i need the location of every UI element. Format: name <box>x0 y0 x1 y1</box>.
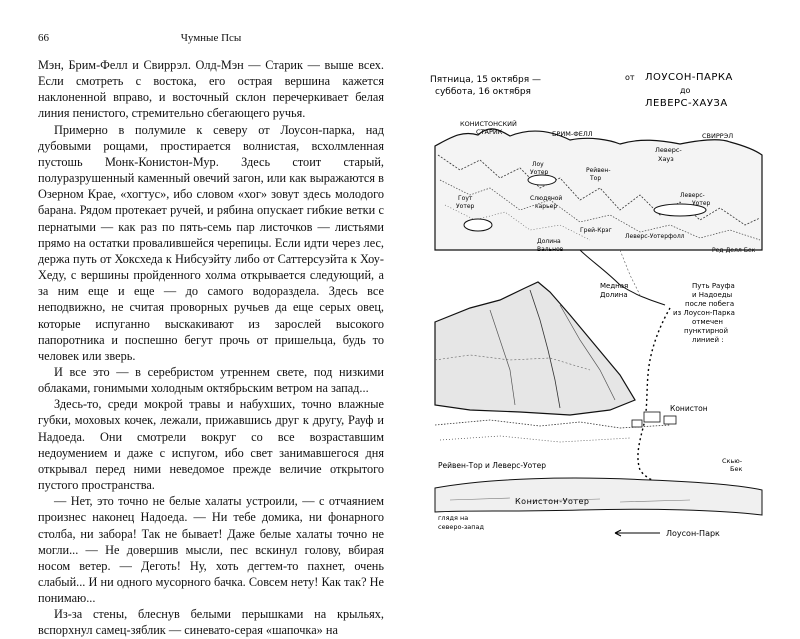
label-copper-1: Медная <box>600 282 629 290</box>
map-route-title-2: ЛЕВЕРС-ХАУЗА <box>645 98 728 109</box>
paragraph: — Нет, это точно не белые халаты устроили, — с отчаянием произнес наконец Надоеда. — Ни тебе домика, ни фонарного столба, ни забора! Так не бывает! Даже белые халаты точно не могли... — Не довершив мысли, пес вскинул голову, вбирая носом ветер. — Деготь! Ну, хоть дегтем-то пахнет, очень слабый... И ни одного мусорного бачка. Совсем нету! Как так? Не понимаю... <box>38 494 384 606</box>
label-levers-house-2: Хауз <box>658 155 674 163</box>
map-date-line-2: суббота, 16 октября <box>435 87 531 97</box>
paragraph: И все это — в серебристом утреннем свете, под низкими облаками, гонимыми холодным октябрьским ветром на запад... <box>38 364 384 396</box>
body-text <box>38 57 384 639</box>
label-low-water-1: Лоу <box>532 161 544 168</box>
label-view-1: глядя на <box>438 514 469 522</box>
lower-mountain <box>435 282 670 442</box>
route-note-6: пунктирной <box>684 327 729 335</box>
label-old-man-2: СТАРИК <box>476 128 503 136</box>
mountain-panorama <box>435 129 762 305</box>
label-raven-tor-levers: Рейвен-Тор и Леверс-Уотер <box>438 461 547 470</box>
label-view-2: северо-запад <box>438 523 485 531</box>
label-raven-tor-2: Тор <box>590 175 602 182</box>
running-title: Чумные Псы <box>180 32 242 44</box>
label-swirral: СВИРРЭЛ <box>702 132 734 140</box>
right-page <box>410 0 800 600</box>
label-low-water-2: Уотер <box>530 169 549 176</box>
label-old-man-1: КОНИСТОНСКИЙ <box>460 120 517 128</box>
paragraph: Из-за стены, блеснув белыми перышками на крыльях, вспорхнул самец-зяблик — синевато-серая «шапочка» на <box>38 607 384 638</box>
label-goat-water-2: Уотер <box>456 203 475 210</box>
label-raven-tor-1: Рейвен- <box>586 167 611 174</box>
paragraph: Мэн, Брим-Фелл и Свиррэл. Олд-Мэн — Старик — выше всех. Если смотреть с востока, его острая вершина кажется наклоненной вправо, и восточный склон перечеркивает белая линия пенистого, стремительно сбегающего ручья. <box>38 58 384 121</box>
label-lawson-park: Лоусон-Парк <box>666 529 720 538</box>
hand-drawn-map <box>430 60 768 548</box>
label-valley-2: Вальнов <box>537 246 564 253</box>
paragraph: Примерно в полумиле к северу от Лоусон-парка, над дубовыми рощами, простирается волнистая, всхолмленная пустошь Монк-Конистон-Мур. Здесь стоит старый, полуразрушенный каменный овечий загон, или как выражаются в Озерном Крае, «хогтус», ибо словом «хог» зовут здесь молодого барана. Рядом протекает ручей, и рябина опускает гибкие ветки с пернатыми — как раз по пять-семь пар листочков — листьями прямо на остатки провалившейся черепицы. Если идти через лес, держа путь от Хоксхеда к Нибсуэйту либо от Саттерсуэйта к Хоу-Хеду, с вершины пройденного холма открывается следующий, а за ним еще и еще — до самого водораздела. Здесь все неподвижно, не считая проворных ручьев да еще серых овец, которые испуганно выскакивают из зарослей высокого папоротника и поспешно бегут прочь от пришельца, будь то человек или зверь. <box>38 122 384 363</box>
route-note-7: линией : <box>692 336 724 344</box>
label-greycrag: Грей-Крэг <box>580 227 612 234</box>
route-note-4: из Лоусон-Парка <box>673 309 735 317</box>
label-levers-house-1: Леверс- <box>655 146 682 154</box>
label-pit-2: карьер <box>535 203 558 210</box>
route-note-2: и Надоеды <box>692 291 733 299</box>
label-goat-water-1: Гоут <box>458 195 473 202</box>
map-route-to: до <box>680 86 691 95</box>
page-number: 66 <box>38 32 49 44</box>
map-route-title-1: ЛОУСОН-ПАРКА <box>645 72 733 83</box>
label-skeu-beck-2: Бек <box>730 465 743 473</box>
label-coniston-water: Конистон-Уотер <box>515 497 590 506</box>
label-copper-2: Долина <box>600 291 628 299</box>
map-date-line-1: Пятница, 15 октября — <box>430 75 541 85</box>
route-note-3: после побега <box>685 300 735 308</box>
label-levers-waterfall: Леверс-Уотерфолл <box>625 233 685 240</box>
label-pit-1: Слюдяной <box>530 195 563 202</box>
label-red-dell-beck: Ред-Делл-Бек <box>712 247 756 254</box>
paragraph: Здесь-то, среди мокрой травы и набухших, точно влажные губки, моховых кочек, лежали, прижавшись друг к другу, Рауф и Надоеда. Они смотрели вокруг со все возраставшим недоумением и даже с испугом, ибо свет занимавшегося дня открывал перед ними неведомое прежде величие открытого пустого пространства. <box>38 397 384 493</box>
label-coniston-village: Конистон <box>670 404 708 413</box>
label-skeu-beck-1: Скью- <box>722 457 743 465</box>
label-brim-fell: БРИМ-ФЕЛЛ <box>552 130 593 138</box>
route-note-1: Путь Рауфа <box>692 282 735 290</box>
label-levers-water-1: Леверс- <box>680 192 705 199</box>
route-note-5: отмечен <box>692 318 723 326</box>
label-levers-water-2: Уотер <box>692 200 711 207</box>
map-route-from: от <box>625 73 635 82</box>
label-valley-1: Долина <box>537 238 561 245</box>
